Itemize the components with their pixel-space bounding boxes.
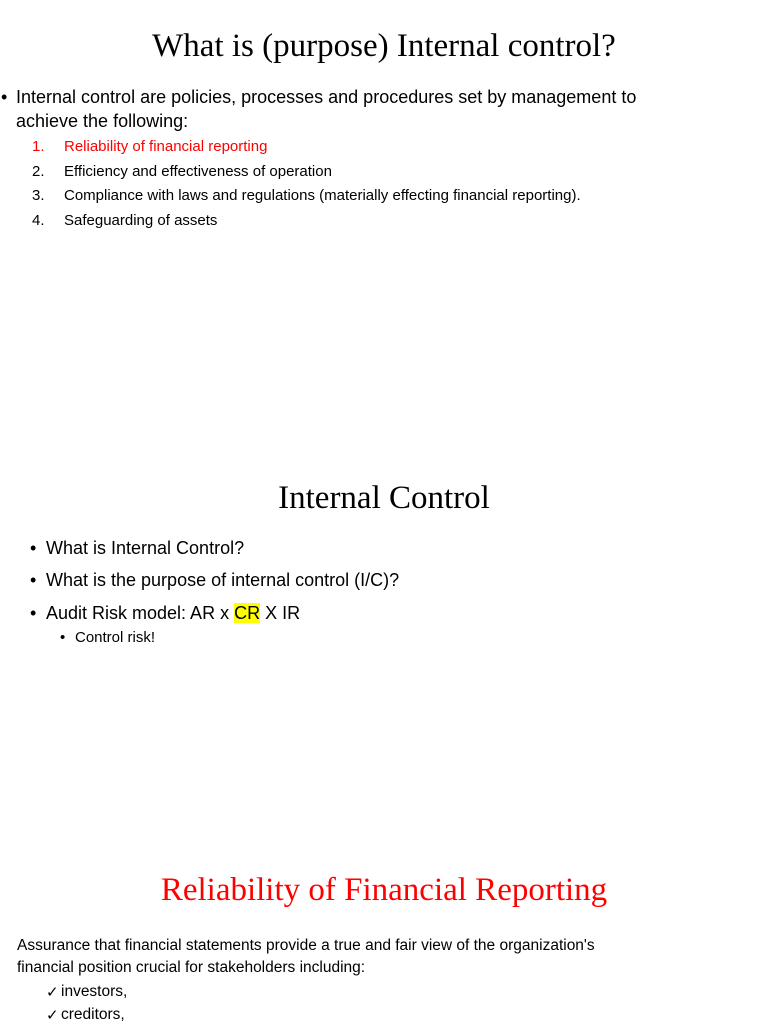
bullet-item: What is Internal Control? [46, 538, 245, 558]
list-item: Safeguarding of assets [64, 212, 218, 229]
check-item: creditors, [61, 1006, 125, 1023]
sub-bullet-item: Control risk! [75, 629, 156, 646]
sub-bullet-icon: • [60, 629, 66, 646]
intro-line-2: achieve the following: [16, 111, 189, 131]
slide-title: Internal Control [278, 480, 490, 516]
list-item-number: 1. [32, 138, 45, 155]
intro-line-1: Internal control are policies, processes and procedures set by management to [16, 87, 637, 107]
slide-title: Reliability of Financial Reporting [160, 872, 608, 908]
list-item: Compliance with laws and regulations (materially effecting financial reporting). [64, 187, 581, 204]
checkmark-icon: ✓ [46, 983, 59, 1001]
list-item-number: 4. [32, 212, 45, 229]
paragraph-line-2: financial position crucial for stakeholders including: [17, 959, 366, 976]
list-item: Efficiency and effectiveness of operation [64, 163, 332, 180]
control-risk-highlight: CR [234, 603, 261, 623]
bullet-icon: • [1, 87, 8, 107]
list-item-number: 3. [32, 187, 45, 204]
checkmark-icon: ✓ [46, 1006, 59, 1024]
bullet-icon: • [30, 538, 37, 558]
paragraph-line-1: Assurance that financial statements provide a true and fair view of the organization's [17, 937, 595, 954]
bullet-icon: • [30, 603, 37, 623]
bullet-icon: • [30, 570, 37, 590]
slide-title: What is (purpose) Internal control? [152, 28, 616, 64]
list-item: Reliability of financial reporting [64, 138, 268, 155]
bullet-item: What is the purpose of internal control (I/C)? [46, 570, 400, 590]
check-item: investors, [61, 983, 128, 1000]
risk-model-prefix: Audit Risk model: AR x [46, 603, 235, 623]
list-item-number: 2. [32, 163, 45, 180]
risk-model-suffix: X IR [260, 603, 301, 623]
